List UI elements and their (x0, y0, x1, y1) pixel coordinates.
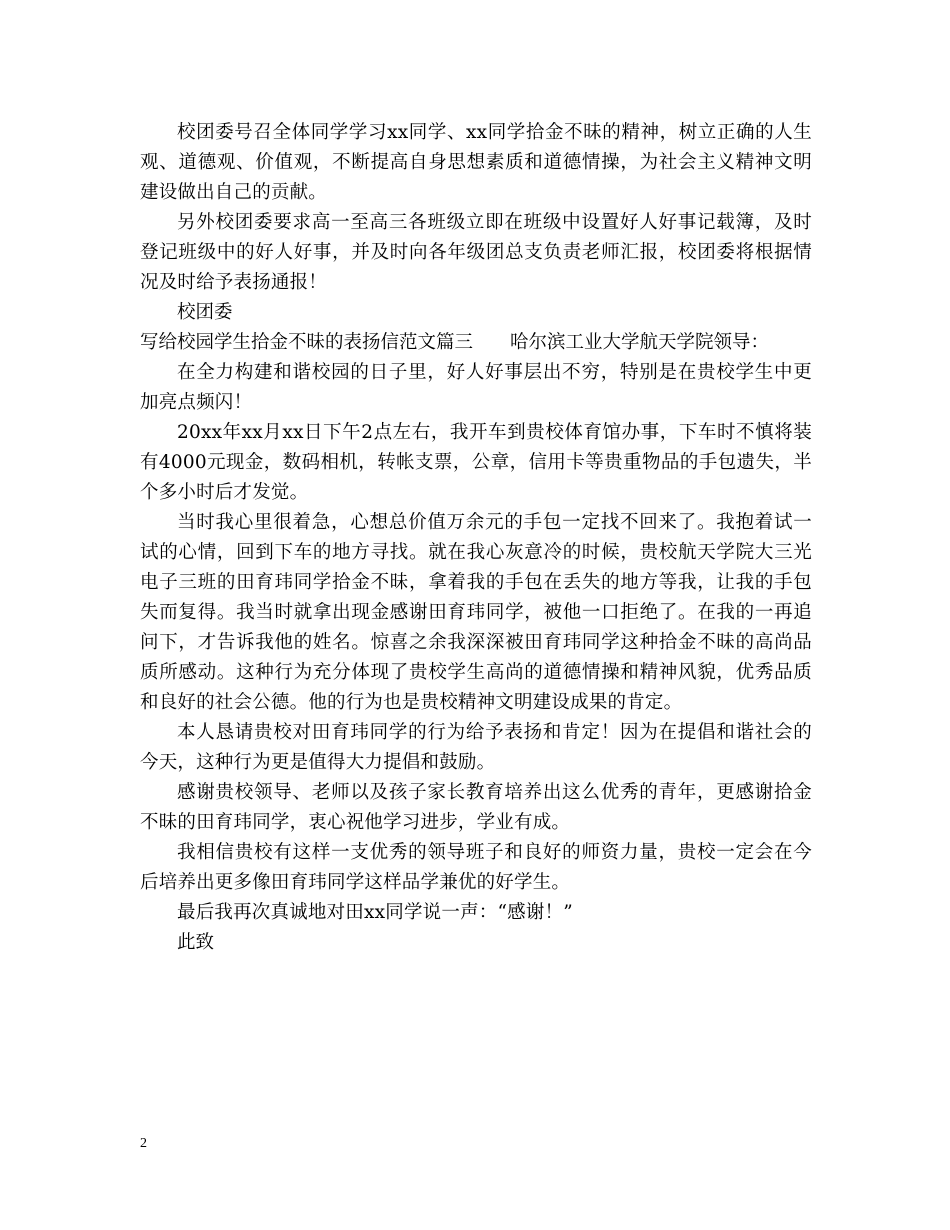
letter-paragraph-incident: 20xx年xx月xx日下午2点左右，我开车到贵校体育馆办事，下车时不慎将装有4000元现金，数码相机，转帐支票，公章，信用卡等贵重物品的手包遗失，半个多小时后才发觉。 (140, 422, 812, 503)
page-number: 2 (140, 1136, 147, 1151)
signature-school-league: 校团委 (177, 302, 233, 323)
paragraph-good-deeds-record: 另外校团委要求高一至高三各班级立即在班级中设置好人好事记载簿，及时登记班级中的好人好事，并及时向各年级团总支负责老师汇报，校团委将根据情况及时给予表扬通报！ (140, 212, 812, 293)
document-body (140, 118, 812, 958)
letter-paragraph-request: 本人恳请贵校对田育玮同学的行为给予表扬和肯定！因为在提倡和谐社会的今天，这种行为更是值得大力提倡和鼓励。 (140, 722, 812, 773)
letter-paragraph-return: 当时我心里很着急，心想总价值万余元的手包一定找不回来了。我抱着试一试的心情，回到下车的地方寻找。就在我心灰意冷的时候，贵校航天学院大三光电子三班的田育玮同学拾金不昧，拿着我的手包在丢失的地方等我，让我的手包失而复得。我当时就拿出现金感谢田育玮同学，被他一口拒绝了。在我的一再追问下，才告诉我他的姓名。惊喜之余我深深被田育玮同学这种拾金不昧的高尚品质所感动。这种行为充分体现了贵校学生高尚的道德情操和精神风貌，优秀品质和良好的社会公德。他的行为也是贵校精神文明建设成果的肯定。 (140, 512, 812, 713)
paragraph-call-to-learn: 校团委号召全体同学学习xx同学、xx同学拾金不昧的精神，树立正确的人生观、道德观、价值观，不断提高自身思想素质和道德情操，为社会主义精神文明建设做出自己的贡献。 (140, 122, 812, 203)
letter-paragraph-belief: 我相信贵校有这样一支优秀的领导班子和良好的师资力量，贵校一定会在今后培养出更多像田育玮同学这样品学兼优的好学生。 (140, 842, 812, 893)
letter-paragraph-final-thanks: 最后我再次真诚地对田xx同学说一声：“感谢！” (177, 902, 573, 923)
letter-paragraph-intro: 在全力构建和谐校园的日子里，好人好事层出不穷，特别是在贵校学生中更加亮点频闪！ (140, 362, 812, 413)
letter-heading: 写给校园学生拾金不昧的表扬信范文篇三 哈尔滨工业大学航天学院领导： (140, 332, 770, 353)
letter-closing: 此致 (177, 932, 215, 953)
letter-paragraph-thanks: 感谢贵校领导、老师以及孩子家长教育培养出这么优秀的青年，更感谢拾金不昧的田育玮同学，衷心祝他学习进步，学业有成。 (140, 782, 812, 833)
